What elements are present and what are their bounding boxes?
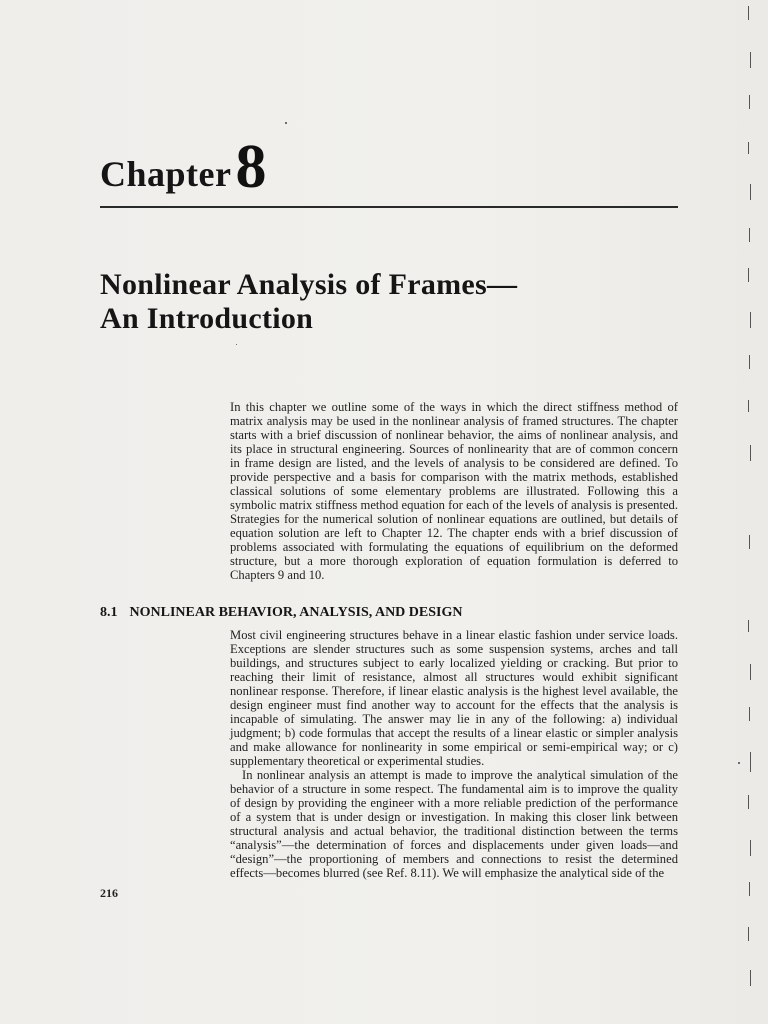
chapter-introduction: In this chapter we outline some of the ways in which the direct stiffness method of matrix analysis may be used in the nonlinear analysis of framed structures. The chapter starts with a brief discussion of nonlinear behavior, the aims of nonlinear analysis, and its place in structural engineering. Sources of nonlinearity that are of common concern in frame design are listed, and the levels of analysis to be considered are defined. To provide perspective and a basis for comparison with the matrix methods, established classical solutions of some elementary problems are illustrated. Following this a symbolic matrix stiffness method equation for each of the levels of analysis is presented. Strategies for the numerical solution of nonlinear equations are outlined, but details of equation solution are left to Chapter 12. The chapter ends with a brief discussion of problems associated with formulating the equations of equilibrium on the deformed structure, but a more thorough exploration of equation formulation is deferred to Chapters 9 and 10. [230,400,678,582]
scan-speck [236,344,237,345]
chapter-divider [100,206,678,208]
scan-speck [285,122,287,124]
section-number: 8.1 [100,605,118,620]
scan-speck [738,762,740,764]
section-body [230,628,678,880]
section-title: NONLINEAR BEHAVIOR, ANALYSIS, AND DESIGN [129,605,463,620]
chapter-label [100,133,267,201]
chapter-title-line-2: An Introduction [100,302,314,335]
chapter-title [100,268,620,336]
body-paragraph-1: Most civil engineering structures behave in a linear elastic fashion under service loads. Exceptions are slender structures such as some suspension systems, arches and tall buildings, and structures subject to early localized yielding or cracking. But prior to reaching their limit of resistance, almost all structures would exhibit significant nonlinear response. Therefore, if linear elastic analysis is the highest level available, the design engineer must find another way to account for the effects that the analysis is incapable of simulating. The answer may lie in any of the following: a) individual judgment; b) code formulas that accept the results of a linear elastic or simpler analysis and make allowance for nonlinearity in some empirical or semi-empirical way; or c) supplementary theoretical or experimental studies. [230,628,678,768]
chapter-number: 8 [235,133,267,201]
section-heading [100,605,462,621]
page-number: 216 [100,886,118,900]
chapter-word: Chapter [100,153,232,194]
body-paragraph-2: In nonlinear analysis an attempt is made to improve the analytical simulation of the behavior of a structure in some respect. The fundamental aim is to improve the quality of design by providing the engineer with a more reliable prediction of the performance of a system that is under design or investigation. In making this closer link between structural analysis and actual behavior, the traditional distinction between the terms “analysis”—the determination of forces and displacements under given loads—and “design”—the proportioning of members and connections to resist the determined effects—becomes blurred (see Ref. 8.11). We will emphasize the analytical side of the [230,768,678,880]
chapter-title-line-1: Nonlinear Analysis of Frames— [100,268,518,301]
